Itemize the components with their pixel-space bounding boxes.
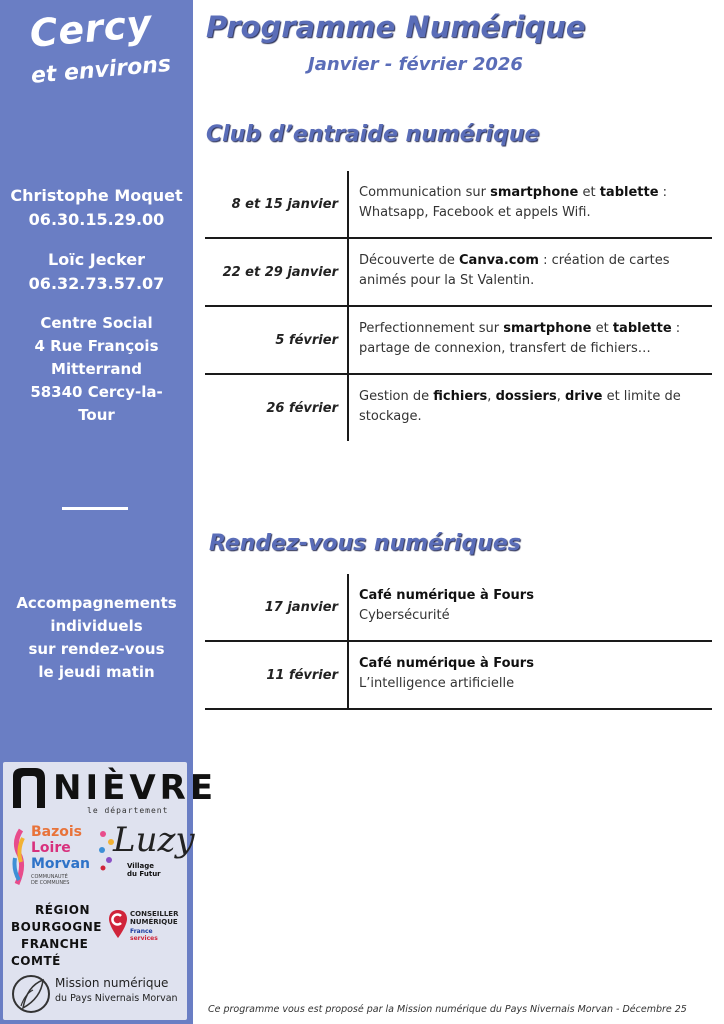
nievre-logo-text: NIÈVRE xyxy=(53,768,218,808)
description-text: , xyxy=(487,389,496,404)
description-text: Communication sur xyxy=(359,185,491,200)
description-text: Perfectionnement sur xyxy=(359,321,504,336)
event-title: Café numérique à Fours xyxy=(359,588,534,603)
blm-logo-subtitle: COMMUNAUTÉ DE COMMUNES xyxy=(31,874,70,886)
table-row xyxy=(205,574,712,642)
highlighted-term: fichiers xyxy=(433,389,488,404)
mission-logo-text xyxy=(55,976,178,1006)
row-date: 22 et 29 janvier xyxy=(222,264,338,280)
table-row xyxy=(205,239,712,307)
divider xyxy=(62,507,128,510)
conseiller-word: CONSEILLER xyxy=(130,910,179,918)
description-text: Gestion de xyxy=(359,389,434,404)
rdv-schedule-table xyxy=(205,574,712,710)
row-description xyxy=(359,251,699,291)
section-heading-club: Club d’entraide numérique xyxy=(206,122,540,147)
highlighted-term: smartphone xyxy=(490,185,579,200)
address-line: Centre Social xyxy=(40,314,153,332)
address-line: 58340 Cercy-la- xyxy=(30,383,163,401)
column-divider xyxy=(347,171,349,237)
region-word: FRANCHE xyxy=(21,937,89,951)
france-services-text xyxy=(130,928,158,942)
highlighted-term: smartphone xyxy=(503,321,592,336)
event-topic: L’intelligence artificielle xyxy=(359,676,515,691)
description-text: : création de cartes animés pour la St Valentin. xyxy=(359,253,670,288)
row-description xyxy=(359,183,699,223)
description-text: et limite de stockage. xyxy=(359,389,681,424)
sidebar xyxy=(0,0,218,1024)
table-row xyxy=(205,171,712,239)
brand-title: Cercy xyxy=(28,1,154,56)
description-text: Découverte de xyxy=(359,253,459,268)
row-date: 8 et 15 janvier xyxy=(231,196,338,212)
description-text: et xyxy=(591,321,613,336)
highlighted-term: drive xyxy=(564,389,603,404)
contact-1-name: Christophe Moquet xyxy=(10,186,183,205)
event-topic: Cybersécurité xyxy=(359,608,450,623)
mission-line: du Pays Nivernais Morvan xyxy=(55,993,178,1004)
conseiller-logo-text xyxy=(130,910,178,926)
appointments-info xyxy=(0,592,193,684)
appointments-line: Accompagnements xyxy=(16,594,177,612)
column-divider xyxy=(347,574,349,640)
region-word: BOURGOGNE xyxy=(11,920,102,934)
mission-leaf-icon xyxy=(11,972,51,1016)
table-row xyxy=(205,307,712,375)
appointments-line: le jeudi matin xyxy=(38,663,155,681)
description-text: et xyxy=(578,185,600,200)
row-description xyxy=(359,319,699,359)
contact-1 xyxy=(0,184,193,232)
row-date: 26 février xyxy=(266,400,338,416)
address xyxy=(0,312,193,427)
appointments-line: sur rendez-vous xyxy=(28,640,165,658)
nievre-logo-subtitle: le département xyxy=(87,806,169,815)
region-word: RÉGION xyxy=(35,903,90,917)
club-schedule-table xyxy=(205,171,712,441)
blm-swirl-icon xyxy=(11,828,25,886)
contact-1-phone: 06.30.15.29.00 xyxy=(28,210,165,229)
row-date: 11 février xyxy=(266,667,338,683)
highlighted-term: tablette xyxy=(599,185,659,200)
page-subtitle: Janvier - février 2026 xyxy=(308,54,523,75)
address-line: 4 Rue François xyxy=(34,337,159,355)
luzy-logo-subtitle: Village du Futur xyxy=(127,862,161,878)
row-description xyxy=(359,654,699,694)
column-divider xyxy=(347,642,349,708)
highlighted-term: dossiers xyxy=(495,389,557,404)
address-line: Tour xyxy=(78,406,115,424)
row-date: 5 février xyxy=(275,332,338,348)
conseiller-word: NUMÉRIQUE xyxy=(130,918,178,926)
contact-2 xyxy=(0,248,193,296)
blm-word: Loire xyxy=(31,840,71,856)
row-description xyxy=(359,586,699,626)
luzy-logo-text: Luzy xyxy=(113,820,195,860)
column-divider xyxy=(347,239,349,305)
contact-2-phone: 06.32.73.57.07 xyxy=(28,274,165,293)
appointments-line: individuels xyxy=(50,617,143,635)
nievre-logo-icon xyxy=(9,766,49,810)
description-text: : Whatsapp, Facebook et appels Wifi. xyxy=(359,185,668,220)
mission-line: Mission numérique xyxy=(55,976,169,990)
blm-word: Bazois xyxy=(31,824,83,840)
highlighted-term: Canva.com xyxy=(459,253,539,268)
brand-subtitle: et environs xyxy=(30,51,172,89)
address-line: Mitterrand xyxy=(51,360,142,378)
row-date: 17 janvier xyxy=(264,599,338,615)
description-text: , xyxy=(556,389,565,404)
row-description xyxy=(359,387,699,427)
france-services-word: France xyxy=(130,928,153,935)
highlighted-term: tablette xyxy=(612,321,672,336)
blm-word: Morvan xyxy=(31,856,90,872)
contact-2-name: Loïc Jecker xyxy=(48,250,145,269)
event-title: Café numérique à Fours xyxy=(359,656,534,671)
region-logo-text xyxy=(11,902,102,970)
section-heading-rdv: Rendez-vous numériques xyxy=(209,531,521,556)
partner-logos xyxy=(3,762,218,1020)
france-services-word: services xyxy=(130,935,158,942)
map-pin-icon xyxy=(109,910,127,938)
table-row xyxy=(205,642,712,710)
table-row xyxy=(205,375,712,441)
blm-logo-text xyxy=(31,824,90,872)
description-text: : partage de connexion, transfert de fichiers… xyxy=(359,321,681,356)
footer-note: Ce programme vous est proposé par la Mission numérique du Pays Nivernais Morvan - Décembre 25 xyxy=(208,1004,687,1015)
column-divider xyxy=(347,307,349,373)
region-word: COMTÉ xyxy=(11,954,61,968)
page-title: Programme Numérique xyxy=(206,10,586,44)
column-divider xyxy=(347,375,349,441)
